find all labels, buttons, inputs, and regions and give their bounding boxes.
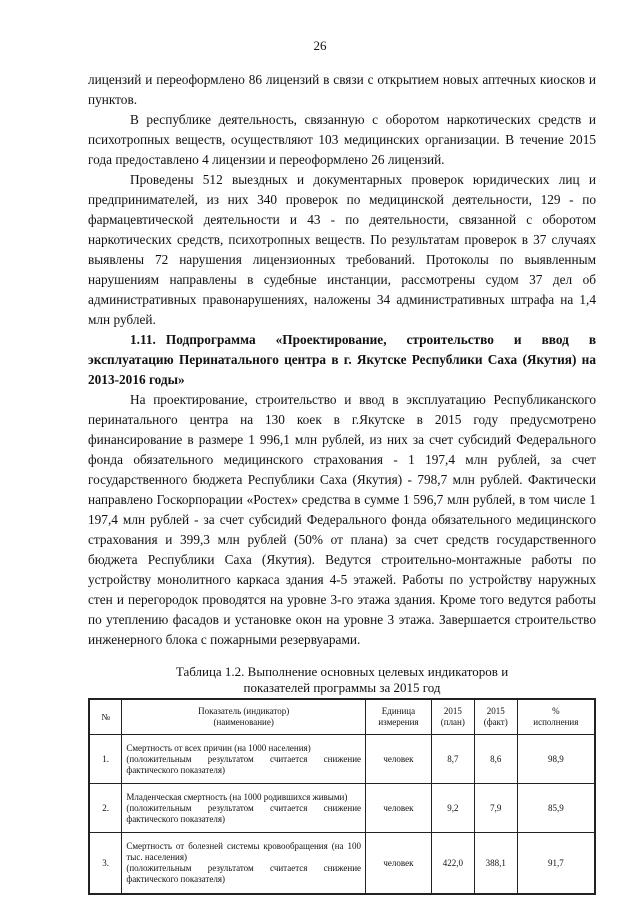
header-fact	[474, 699, 517, 735]
paragraph-perinatal-center: На проектирование, строительство и ввод в эксплуатацию Республиканского перинатального центра на 130 коек в г.Якутске в 2015 году предусмотрено финансирование в размере 1 996,1 млн рублей, из них за счет субсидий Федерального фонда обязательного медицинского страхования - 1 197,4 млн рублей, за счет государственного бюджета Республики Саха (Якутия) - 798,7 млн рублей. Фактически направлено Госкорпорации «Ростех» средства в сумме 1 596,7 млн рублей, в том числе 1 197,4 млн рублей - за счет субсидий Федерального фонда обязательного медицинского страхования и 399,3 млн рублей (50% от плана) за счет средств государственного бюджета Республики Саха (Якутия). Ведутся строительно-монтажные работы по устройству монолитного каркаса здания 4-5 этажей. Работы по устройству наружных стен и перегородок проводятся на уровне 3-го этажа здания. Кроме того ведутся работы по утеплению фасадов и установке окон на уровне 3 этажа. Завершается строительство инженерного блока с пожарными резервуарами.	[88, 392, 596, 647]
table-row	[89, 784, 595, 833]
header-indicator-line-1: Показатель (индикатор)	[198, 706, 290, 716]
indicator-note: (положительным результатом считается снижение фактического показателя)	[126, 802, 362, 824]
header-indicator	[122, 699, 366, 735]
header-indicator-line-2: (наименование)	[213, 717, 274, 727]
cell-unit: человек	[366, 833, 432, 895]
cell-indicator	[122, 833, 366, 895]
header-plan	[431, 699, 474, 735]
cell-fact: 8,6	[474, 735, 517, 784]
header-unit	[366, 699, 432, 735]
table-caption-line-2: показателей программы за 2015 год	[243, 680, 441, 695]
cell-indicator	[122, 784, 366, 833]
document-body	[88, 70, 596, 895]
header-num: №	[89, 699, 122, 735]
cell-fact: 7,9	[474, 784, 517, 833]
indicator-note: (положительным результатом считается снижение фактического показателя)	[126, 863, 362, 884]
indicator-name: Смертность от болезней системы кровообращения (на 100 тыс. населения)	[126, 841, 362, 862]
cell-num: 2.	[89, 784, 122, 833]
cell-unit: человек	[366, 735, 432, 784]
paragraph-narcotics-licensing: В республике деятельность, связанную с оборотом наркотических средств и психотропных веществ, осуществляют 103 медицинских организации. В течение 2015 года предоставлено 4 лицензии и переоформлено 26 лицензий.	[88, 112, 596, 167]
cell-plan: 8,7	[431, 735, 474, 784]
section-title: Подпрограмма «Проектирование, строительство и ввод в эксплуатацию Перинатального центра в г. Якутске Республики Саха (Якутия) на 2013-2016 годы»	[88, 332, 596, 387]
indicator-name: Смертность от всех причин (на 1000 населения)	[126, 742, 311, 753]
table-row	[89, 735, 595, 784]
header-unit-line-2: измерения	[378, 717, 419, 727]
page-number: 26	[313, 38, 327, 53]
indicator-note: (положительным результатом считается снижение фактического показателя)	[126, 753, 362, 775]
section-heading	[88, 330, 596, 390]
cell-plan: 422,0	[431, 833, 474, 895]
header-plan-line-2: (план)	[440, 717, 465, 727]
header-percent-line-1: %	[552, 706, 560, 716]
cell-fact: 388,1	[474, 833, 517, 895]
cell-unit: человек	[366, 784, 432, 833]
paragraph-inspections: Проведены 512 выездных и документарных проверок юридических лиц и предпринимателей, из них 340 проверок по медицинской деятельности, 129 - по фармацевтической деятельности и 43 - по деятельности, связанной с оборотом наркотических средств, психотропных веществ. По результатам проверок в 37 случаях выявлены 72 нарушения лицензионных требований. Протоколы по выявленным нарушениям направлены в судебные инстанции, рассмотрены судом 37 дел об административных правонарушениях, наложены 34 административных штрафа на 1,4 млн рублей.	[88, 172, 596, 327]
paragraph-licenses-pharmacy: лицензий и переоформлено 86 лицензий в связи с открытием новых аптечных киосков и пунктов.	[88, 72, 596, 107]
header-percent-line-2: исполнения	[533, 717, 579, 727]
indicator-name: Младенческая смертность (на 1000 родившихся живыми)	[126, 791, 348, 802]
indicators-table	[88, 698, 596, 895]
table-caption	[88, 664, 596, 696]
header-plan-line-1: 2015	[443, 706, 462, 716]
header-fact-line-1: 2015	[486, 706, 505, 716]
header-unit-line-1: Единица	[381, 706, 416, 716]
header-percent	[517, 699, 595, 735]
cell-indicator	[122, 735, 366, 784]
table-row	[89, 833, 595, 895]
table-header-row	[89, 699, 595, 735]
cell-num: 1.	[89, 735, 122, 784]
table-caption-line-1: Таблица 1.2. Выполнение основных целевых индикаторов и	[175, 664, 509, 679]
section-number: 1.11.	[130, 332, 156, 347]
cell-percent: 91,7	[517, 833, 595, 895]
cell-percent: 85,9	[517, 784, 595, 833]
cell-percent: 98,9	[517, 735, 595, 784]
header-fact-line-2: (факт)	[483, 717, 508, 727]
cell-num: 3.	[89, 833, 122, 895]
cell-plan: 9,2	[431, 784, 474, 833]
